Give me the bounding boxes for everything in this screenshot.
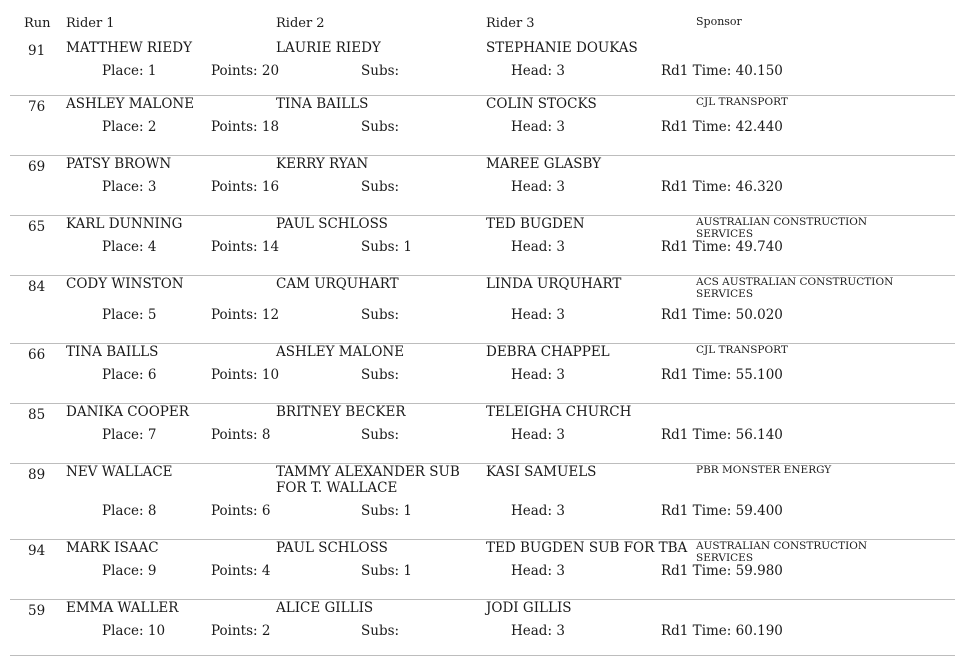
table-row <box>10 216 955 276</box>
points <box>211 367 279 383</box>
head-label: Head: <box>511 503 553 519</box>
points-value: 14 <box>261 239 280 255</box>
subs <box>361 367 399 383</box>
points-value: 18 <box>261 119 280 135</box>
rd1-time-value: 40.150 <box>735 63 783 79</box>
head-label: Head: <box>511 367 553 383</box>
subs <box>361 239 412 255</box>
rider-2: ALICE GILLIS <box>276 600 374 616</box>
points-label: Points: <box>211 427 258 443</box>
place-label: Place: <box>102 367 144 383</box>
rd1-time-value: 59.980 <box>735 563 783 579</box>
head-value: 3 <box>556 119 565 135</box>
sponsor: ACS AUSTRALIAN CONSTRUCTION SERVICES <box>696 276 894 300</box>
place <box>102 307 156 323</box>
rider-2: PAUL SCHLOSS <box>276 540 388 556</box>
header-sponsor: Sponsor <box>696 15 742 28</box>
run-number: 84 <box>28 279 46 295</box>
place-value: 7 <box>147 427 157 443</box>
rd1-time <box>661 63 783 79</box>
rider-3: DEBRA CHAPPEL <box>486 344 610 360</box>
points <box>211 427 270 443</box>
rd1-time-label: Rd1 Time: <box>661 119 732 135</box>
table-row <box>10 404 955 464</box>
rider-1: MARK ISAAC <box>66 540 159 556</box>
run-number: 91 <box>28 43 46 59</box>
place-value: 5 <box>147 307 157 323</box>
rider-1: EMMA WALLER <box>66 600 179 616</box>
rd1-time-value: 49.740 <box>735 239 783 255</box>
head <box>511 119 565 135</box>
rd1-time <box>661 427 783 443</box>
head <box>511 179 565 195</box>
rd1-time <box>661 179 783 195</box>
rider-2: TAMMY ALEXANDER SUB FOR T. WALLACE <box>276 464 460 496</box>
place-label: Place: <box>102 503 144 519</box>
rd1-time-label: Rd1 Time: <box>661 239 732 255</box>
head-value: 3 <box>556 427 565 443</box>
rider-1: CODY WINSTON <box>66 276 184 292</box>
sponsor: AUSTRALIAN CONSTRUCTION SERVICES <box>696 216 868 240</box>
subs-label: Subs: <box>361 179 400 195</box>
points-label: Points: <box>211 119 258 135</box>
table-row <box>10 464 955 540</box>
place-label: Place: <box>102 119 144 135</box>
points-label: Points: <box>211 179 258 195</box>
place-value: 2 <box>147 119 157 135</box>
rider-3: COLIN STOCKS <box>486 96 597 112</box>
head-value: 3 <box>556 63 565 79</box>
rd1-time <box>661 563 783 579</box>
table-row <box>10 276 955 344</box>
head-label: Head: <box>511 119 553 135</box>
rd1-time-value: 50.020 <box>735 307 783 323</box>
table-row <box>10 344 955 404</box>
rd1-time <box>661 503 783 519</box>
head-value: 3 <box>556 367 565 383</box>
rd1-time-label: Rd1 Time: <box>661 307 732 323</box>
points-value: 10 <box>261 367 280 383</box>
table-row <box>10 540 955 600</box>
rider-2: CAM URQUHART <box>276 276 399 292</box>
head-label: Head: <box>511 179 553 195</box>
sponsor: AUSTRALIAN CONSTRUCTION SERVICES <box>696 540 868 564</box>
run-number: 85 <box>28 407 46 423</box>
run-number: 76 <box>28 99 46 115</box>
head <box>511 307 565 323</box>
subs-label: Subs: <box>361 623 400 639</box>
place-label: Place: <box>102 239 144 255</box>
subs-label: Subs: <box>361 563 400 579</box>
rd1-time <box>661 367 783 383</box>
subs-value: 1 <box>403 503 412 519</box>
rider-3: JODI GILLIS <box>486 600 572 616</box>
points-label: Points: <box>211 307 258 323</box>
run-number: 94 <box>28 543 46 559</box>
place-value: 8 <box>147 503 157 519</box>
points <box>211 63 279 79</box>
subs <box>361 63 399 79</box>
head-value: 3 <box>556 563 565 579</box>
head-value: 3 <box>556 623 565 639</box>
table-row <box>10 96 955 156</box>
subs-label: Subs: <box>361 63 400 79</box>
run-number: 59 <box>28 603 46 619</box>
rd1-time-label: Rd1 Time: <box>661 179 732 195</box>
place-label: Place: <box>102 63 144 79</box>
points-value: 16 <box>261 179 280 195</box>
rider-2: TINA BAILLS <box>276 96 369 112</box>
header-rider-1: Rider 1 <box>66 16 115 31</box>
points-label: Points: <box>211 367 258 383</box>
header-run: Run <box>24 16 51 31</box>
head-label: Head: <box>511 563 553 579</box>
points-label: Points: <box>211 623 258 639</box>
sponsor: PBR MONSTER ENERGY <box>696 464 832 476</box>
rider-3: TELEIGHA CHURCH <box>486 404 632 420</box>
points <box>211 503 270 519</box>
subs-label: Subs: <box>361 503 400 519</box>
rider-2: KERRY RYAN <box>276 156 369 172</box>
run-number: 66 <box>28 347 46 363</box>
rider-1: MATTHEW RIEDY <box>66 40 192 56</box>
subs-label: Subs: <box>361 367 400 383</box>
place <box>102 503 156 519</box>
rd1-time-value: 56.140 <box>735 427 783 443</box>
head-label: Head: <box>511 623 553 639</box>
rider-3: TED BUGDEN SUB FOR TBA <box>486 540 688 556</box>
rider-3: MAREE GLASBY <box>486 156 602 172</box>
place-label: Place: <box>102 563 144 579</box>
rider-2: ASHLEY MALONE <box>276 344 405 360</box>
subs <box>361 179 399 195</box>
rd1-time-value: 55.100 <box>735 367 783 383</box>
rider-1: TINA BAILLS <box>66 344 159 360</box>
place <box>102 427 156 443</box>
head-value: 3 <box>556 179 565 195</box>
subs <box>361 427 399 443</box>
header-rider-3: Rider 3 <box>486 16 535 31</box>
rider-3: KASI SAMUELS <box>486 464 597 480</box>
place <box>102 239 156 255</box>
points-value: 12 <box>261 307 280 323</box>
head-label: Head: <box>511 63 553 79</box>
rd1-time-label: Rd1 Time: <box>661 623 732 639</box>
subs-label: Subs: <box>361 307 400 323</box>
points-value: 20 <box>261 63 280 79</box>
subs-value: 1 <box>403 563 412 579</box>
points <box>211 119 279 135</box>
rd1-time-value: 46.320 <box>735 179 783 195</box>
rd1-time-label: Rd1 Time: <box>661 563 732 579</box>
place-label: Place: <box>102 307 144 323</box>
sponsor: CJL TRANSPORT <box>696 96 788 108</box>
head <box>511 367 565 383</box>
rd1-time-value: 42.440 <box>735 119 783 135</box>
rider-2: LAURIE RIEDY <box>276 40 381 56</box>
table-row <box>10 600 955 656</box>
head-value: 3 <box>556 503 565 519</box>
table-row <box>10 40 955 96</box>
subs-label: Subs: <box>361 427 400 443</box>
head <box>511 563 565 579</box>
rider-1: NEV WALLACE <box>66 464 173 480</box>
rider-2: PAUL SCHLOSS <box>276 216 388 232</box>
head <box>511 239 565 255</box>
head-label: Head: <box>511 239 553 255</box>
rd1-time <box>661 623 783 639</box>
place-value: 1 <box>147 63 157 79</box>
place-value: 3 <box>147 179 157 195</box>
points <box>211 179 279 195</box>
place <box>102 623 165 639</box>
place-label: Place: <box>102 427 144 443</box>
rider-2: BRITNEY BECKER <box>276 404 406 420</box>
table-row <box>10 156 955 216</box>
place-value: 10 <box>147 623 166 639</box>
place-value: 9 <box>147 563 157 579</box>
run-number: 65 <box>28 219 46 235</box>
rider-3: TED BUGDEN <box>486 216 585 232</box>
points-label: Points: <box>211 563 258 579</box>
subs <box>361 623 399 639</box>
head <box>511 63 565 79</box>
subs-value: 1 <box>403 239 412 255</box>
place-label: Place: <box>102 179 144 195</box>
points-label: Points: <box>211 63 258 79</box>
points <box>211 307 279 323</box>
points <box>211 239 279 255</box>
rd1-time-value: 60.190 <box>735 623 783 639</box>
rider-1: PATSY BROWN <box>66 156 172 172</box>
head-label: Head: <box>511 307 553 323</box>
run-number: 69 <box>28 159 46 175</box>
subs-label: Subs: <box>361 239 400 255</box>
place <box>102 119 156 135</box>
rider-3: LINDA URQUHART <box>486 276 622 292</box>
points-value: 2 <box>261 623 271 639</box>
head <box>511 503 565 519</box>
points <box>211 623 270 639</box>
place <box>102 63 156 79</box>
points-label: Points: <box>211 239 258 255</box>
points-value: 8 <box>261 427 271 443</box>
points-value: 4 <box>261 563 271 579</box>
head-value: 3 <box>556 239 565 255</box>
points-label: Points: <box>211 503 258 519</box>
rd1-time <box>661 119 783 135</box>
rider-1: ASHLEY MALONE <box>66 96 195 112</box>
subs <box>361 119 399 135</box>
rider-1: KARL DUNNING <box>66 216 183 232</box>
header-rider-2: Rider 2 <box>276 16 325 31</box>
run-number: 89 <box>28 467 46 483</box>
sponsor: CJL TRANSPORT <box>696 344 788 356</box>
place <box>102 367 156 383</box>
rider-1: DANIKA COOPER <box>66 404 189 420</box>
place-value: 6 <box>147 367 157 383</box>
head <box>511 427 565 443</box>
rd1-time <box>661 307 783 323</box>
rd1-time-value: 59.400 <box>735 503 783 519</box>
subs <box>361 503 412 519</box>
rd1-time-label: Rd1 Time: <box>661 63 732 79</box>
rd1-time <box>661 239 783 255</box>
place <box>102 179 156 195</box>
subs <box>361 307 399 323</box>
rd1-time-label: Rd1 Time: <box>661 367 732 383</box>
head-value: 3 <box>556 307 565 323</box>
rd1-time-label: Rd1 Time: <box>661 427 732 443</box>
subs <box>361 563 412 579</box>
subs-label: Subs: <box>361 119 400 135</box>
rd1-time-label: Rd1 Time: <box>661 503 732 519</box>
rider-3: STEPHANIE DOUKAS <box>486 40 638 56</box>
place <box>102 563 156 579</box>
head <box>511 623 565 639</box>
points-value: 6 <box>261 503 271 519</box>
head-label: Head: <box>511 427 553 443</box>
points <box>211 563 270 579</box>
place-label: Place: <box>102 623 144 639</box>
place-value: 4 <box>147 239 157 255</box>
